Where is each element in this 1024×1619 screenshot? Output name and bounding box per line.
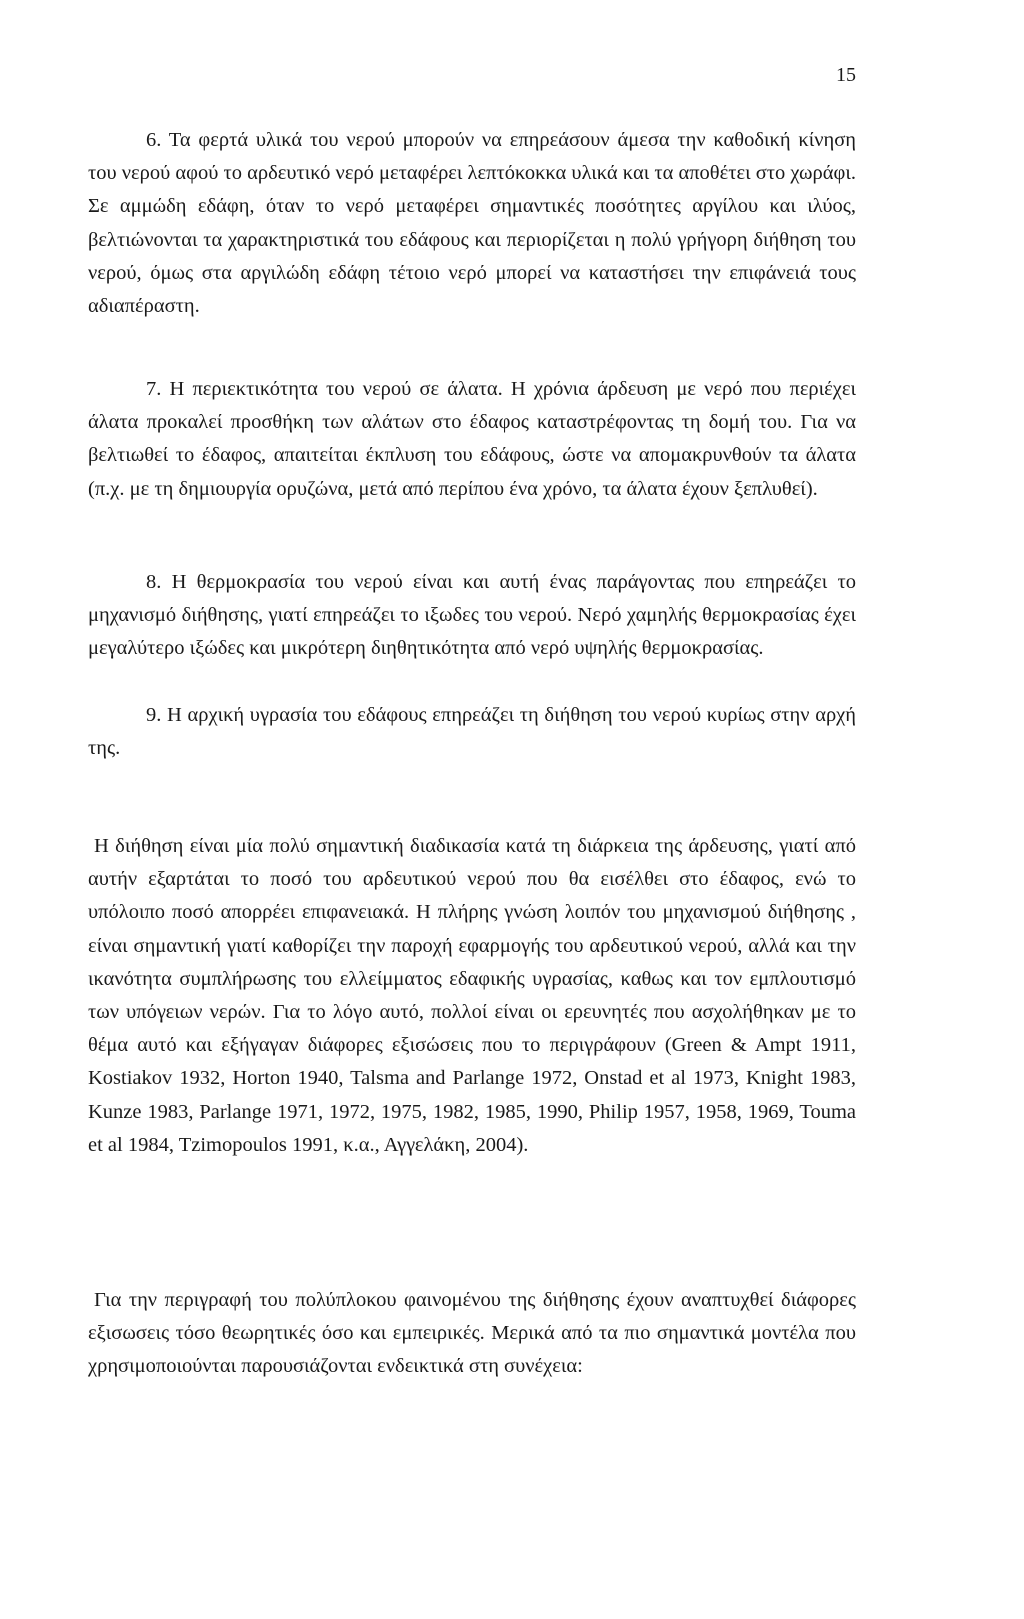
list-item-8: 8. Η θερμοκρασία του νερού είναι και αυτή ένας παράγοντας που επηρεάζει το μηχανισμό διήθησης, γιατί επηρεάζει το ιξωδες του νερού. Νερό χαμηλής θερμοκρασίας έχει μεγαλύτερο ιξώδες και μικρότερη διηθητικότητα από νερό υψηλής θερμοκρασίας. [88, 571, 856, 660]
list-item-6: 6. Τα φερτά υλικά του νερού μπορούν να επηρεάσουν άμεσα την καθοδική κίνηση του νερού αφού το αρδευτικό νερό μεταφέρει λεπτόκοκκα υλικά και τα αποθέτει στο χωράφι. Σε αμμώδη εδάφη, όταν το νερό μεταφέρει σημαντικές ποσότητες αργίλου και ιλύος, βελτιώνονται τα χαρακτηριστικά του εδάφους και περιορίζεται η πολύ γρήγορη διήθηση του νερού, όμως στα αργιλώδη εδάφη τέτοιο νερό μπορεί να καταστήσει την επιφάνειά τους αδιαπέραστη. [88, 129, 856, 318]
paragraph-models-intro: Για την περιγραφή του πολύπλοκου φαινομένου της διήθησης έχουν αναπτυχθεί διάφορες εξισωσεις τόσο θεωρητικές όσο και εμπειρικές. Μερικά από τα πιο σημαντικά μοντέλα που χρησιμοποιούνται παρουσιάζονται ενδεικτικά στη συνέχεια: [88, 1289, 856, 1378]
list-item-7: 7. Η περιεκτικότητα του νερού σε άλατα. Η χρόνια άρδευση με νερό που περιέχει άλατα προκαλεί προσθήκη των αλάτων στο έδαφος καταστρέφοντας τη δομή του. Για να βελτιωθεί το έδαφος, απαιτείται έκπλυση του εδάφους, ώστε να απομακρυνθούν τα άλατα (π.χ. με τη δημιουργία ορυζώνα, μετά από περίπου ένα χρόνο, τα άλατα έχουν ξεπλυθεί). [88, 378, 856, 500]
paragraph-infiltration-intro: Η διήθηση είναι μία πολύ σημαντική διαδικασία κατά τη διάρκεια της άρδευσης, γιατί από αυτήν εξαρτάται το ποσό του αρδευτικού νερού που θα εισέλθει στο έδαφος, ενώ το υπόλοιπο ποσό απορρέει επιφανειακά. Η πλήρης γνώση λοιπόν του μηχανισμού διήθησης , είναι σημαντική γιατί καθορίζει την παροχή εφαρμογής του αρδευτικού νερού, αλλά και την ικανότητα συμπλήρωσης του ελλείμματος εδαφικής υγρασίας, καθως και τον εμπλουτισμό των υπόγειων νερών. Για το λόγο αυτό, πολλοί είναι οι ερευνητές που ασχολήθηκαν με το θέμα αυτό και εξήγαγαν διάφορες εξισώσεις που το περιγράφουν (Green & Ampt 1911, Kostiakov 1932, Horton 1940, Talsma and Parlange 1972, Onstad et al 1973, Knight 1983, Kunze 1983, Parlange 1971, 1972, 1975, 1982, 1985, 1990, Philip 1957, 1958, 1969, Touma et al 1984, Tzimopoulos 1991, κ.α., Αγγελάκη, 2004). [88, 835, 856, 1156]
list-item-9: 9. Η αρχική υγρασία του εδάφους επηρεάζει τη διήθηση του νερού κυρίως στην αρχή της. [88, 704, 856, 760]
page-number: 15 [836, 64, 856, 86]
